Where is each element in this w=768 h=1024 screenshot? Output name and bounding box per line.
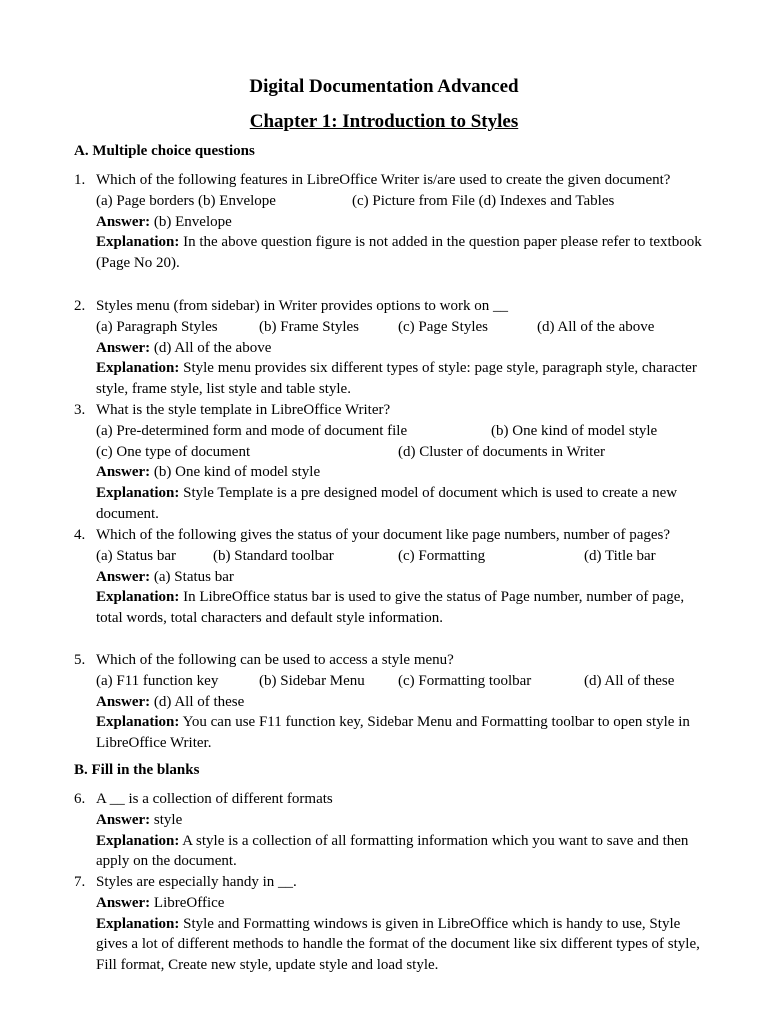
answer-label: Answer: — [96, 811, 151, 828]
options-row — [96, 191, 714, 212]
answer-line — [96, 338, 714, 359]
explanation-text: In LibreOffice status bar is used to give the status of Page number, number of page, total words, total characters and default style information. — [96, 589, 685, 627]
explanation-label: Explanation: — [96, 360, 180, 377]
explanation-line — [96, 831, 714, 873]
question-text: Which of the following can be used to access a style menu? — [96, 652, 454, 668]
question-item — [74, 170, 714, 274]
options-row — [96, 442, 714, 463]
option: (a) Pre-determined form and mode of document file — [96, 422, 408, 439]
question-text: What is the style template in LibreOffice Writer? — [96, 402, 391, 418]
answer-line — [96, 810, 714, 831]
explanation-label: Explanation: — [96, 234, 180, 251]
question-item — [74, 525, 714, 629]
explanation-line — [96, 232, 714, 274]
question-text: Styles are especially handy in __. — [96, 874, 297, 890]
option: (b) One kind of model style — [491, 422, 658, 439]
question-item — [74, 872, 714, 976]
question-number: 3. — [74, 402, 86, 418]
question-item — [74, 296, 714, 400]
question-number: 6. — [74, 791, 86, 807]
question-number: 2. — [74, 298, 86, 314]
explanation-line — [96, 914, 714, 976]
option: (d) Cluster of documents in Writer — [398, 443, 605, 460]
answer-text: LibreOffice — [153, 894, 225, 911]
question-number: 5. — [74, 652, 86, 668]
explanation-label: Explanation: — [96, 714, 180, 731]
answer-line — [96, 462, 714, 483]
option: (c) Formatting toolbar — [398, 672, 532, 689]
answer-label: Answer: — [96, 339, 151, 356]
explanation-text: Style Template is a pre designed model of document which is used to create a new document. — [96, 485, 678, 522]
explanation-line — [96, 712, 714, 754]
question-item — [74, 650, 714, 754]
explanation-line — [96, 358, 714, 400]
option: (b) Standard toolbar — [213, 547, 334, 564]
answer-text: style — [153, 811, 183, 828]
answer-text: (d) All of the above — [153, 339, 272, 356]
section-heading-fill-blanks: B. Fill in the blanks — [74, 762, 200, 778]
answer-line — [96, 212, 714, 233]
option: (a) Status bar — [96, 547, 176, 564]
question-number: 4. — [74, 527, 86, 543]
answer-line — [96, 692, 714, 713]
answer-line — [96, 567, 714, 588]
answer-text: (d) All of these — [153, 693, 245, 710]
answer-label: Answer: — [96, 464, 151, 481]
question-item — [74, 789, 714, 872]
question-text: Which of the following features in LibreOffice Writer is/are used to create the given document? — [96, 172, 671, 188]
option: (a) Page borders (b) Envelope — [96, 192, 276, 209]
explanation-text: Style menu provides six different types of style: page style, paragraph style, character style, frame style, list style and table style. — [96, 360, 697, 398]
explanation-line — [96, 587, 714, 629]
option: (c) Picture from File (d) Indexes and Tables — [352, 192, 615, 209]
explanation-text: You can use F11 function key, Sidebar Menu and Formatting toolbar to open style in LibreOffice Writer. — [96, 714, 690, 752]
answer-label: Answer: — [96, 894, 151, 911]
option: (c) Page Styles — [398, 318, 488, 335]
option: (a) F11 function key — [96, 672, 219, 689]
answer-label: Answer: — [96, 568, 151, 585]
answer-label: Answer: — [96, 213, 151, 230]
option: (d) Title bar — [584, 547, 656, 564]
question-text: A __ is a collection of different formats — [96, 791, 333, 807]
option: (c) One type of document — [96, 443, 251, 460]
section-heading-mcq: A. Multiple choice questions — [74, 143, 255, 159]
answer-line — [96, 893, 714, 914]
option: (d) All of the above — [537, 318, 655, 335]
question-number: 7. — [74, 874, 86, 890]
options-row — [96, 671, 714, 692]
question-text: Styles menu (from sidebar) in Writer provides options to work on __ — [96, 298, 508, 314]
options-row — [96, 421, 714, 442]
explanation-label: Explanation: — [96, 915, 180, 932]
option: (b) Sidebar Menu — [259, 672, 365, 689]
explanation-label: Explanation: — [96, 832, 180, 849]
answer-text: (b) One kind of model style — [153, 464, 321, 481]
option: (d) All of these — [584, 672, 675, 689]
option: (b) Frame Styles — [259, 318, 359, 335]
explanation-label: Explanation: — [96, 485, 180, 502]
document-title: Digital Documentation Advanced — [249, 76, 519, 97]
explanation-line — [96, 483, 714, 525]
question-item — [74, 400, 714, 525]
explanation-text: A style is a collection of all formatting information which you want to save and then apply on the document. — [96, 832, 689, 870]
option: (c) Formatting — [398, 547, 486, 564]
explanation-text: Style and Formatting windows is given in LibreOffice which is handy to use, Style gives a lot of different methods to handle the format of the document like six different types of style, Fill format, Create new style, update style and load style. — [96, 915, 700, 974]
explanation-label: Explanation: — [96, 589, 180, 606]
answer-label: Answer: — [96, 693, 151, 710]
question-text: Which of the following gives the status of your document like page numbers, number of pages? — [96, 527, 671, 543]
question-number: 1. — [74, 172, 86, 188]
answer-text: (b) Envelope — [153, 213, 232, 230]
options-row — [96, 546, 714, 567]
options-row — [96, 317, 714, 338]
explanation-text: In the above question figure is not added in the question paper please refer to textbook (Page No 20). — [96, 234, 702, 272]
answer-text: (a) Status bar — [153, 568, 234, 585]
chapter-title: Chapter 1: Introduction to Styles — [249, 111, 519, 132]
option: (a) Paragraph Styles — [96, 318, 218, 335]
